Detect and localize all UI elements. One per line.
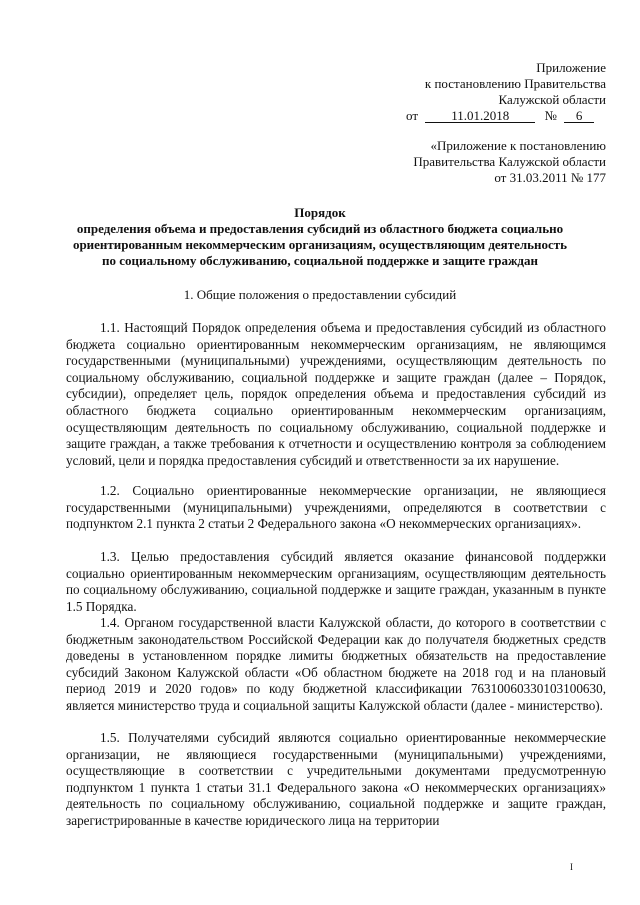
number-label: №: [544, 108, 557, 123]
doc-subtitle-3: по социальному обслуживанию, социальной поддержке и защите граждан: [102, 253, 538, 268]
quote-government: Правительства Калужской области: [413, 154, 606, 169]
doc-title: Порядок: [294, 205, 346, 220]
from-label: от: [406, 108, 419, 123]
paragraph-1-5: 1.5. Получателями субсидий являются социально ориентированные некоммерческие организации, не являющиеся государственными (муниципальными) учреждениями, осуществляющие в соответствии с учредительными документами предусмотренную подпунктом 1 пункта 1 статьи 31.1 Федерального закона «О некоммерческих организациях» деятельность по социальному обслуживанию, социальной поддержке и защите граждан, зарегистрированные в качестве юридического лица на территории: [66, 730, 606, 828]
doc-subtitle-1: определения объема и предоставления субсидий из областного бюджета социально: [76, 221, 564, 236]
paragraph-1-2: 1.2. Социально ориентированные некоммерческие организации, не являющиеся государственными (муниципальными) учреждениями, определяются в соответствии с подпунктом 2.1 пункта 2 статьи 2 Федерального закона «О некоммерческих организациях».: [66, 483, 606, 532]
section-heading: 1. Общие положения о предоставлении субсидий: [183, 287, 457, 302]
appendix-resolution: к постановлению Правительства: [424, 76, 606, 91]
appendix-date-line: [406, 108, 594, 124]
quote-appendix: «Приложение к постановлению: [430, 138, 606, 153]
doc-subtitle-2: ориентированным некоммерческим организациям, осуществляющим деятельность: [72, 237, 568, 252]
number-field: 6: [564, 110, 594, 123]
quote-date: от 31.03.2011 № 177: [494, 170, 606, 185]
paragraph-1-3: 1.3. Целью предоставления субсидий является оказание финансовой поддержки социально ориентированным некоммерческим организациям, осуществляющим деятельность по социальному обслуживанию, социальной поддержке и защите граждан, указанным в пункте 1.5 Порядка.: [66, 549, 606, 614]
paragraph-1-4: 1.4. Органом государственной власти Калужской области, до которого в соответствии с бюджетным законодательством Российской Федерации как до получателя бюджетных средств доведены в установленном порядке лимиты бюджетных обязательств на предоставление субсидий Законом Калужской области «Об областном бюджете на 2018 год и на плановый период 2019 и 2020 годов» по коду бюджетной классификации 76310060330103100630, является министерство труда и социальной защиты Калужской области (далее - министерство).: [66, 615, 606, 713]
appendix-region: Калужской области: [498, 92, 606, 107]
page-number: I: [570, 862, 573, 872]
date-field: 11.01.2018: [425, 110, 535, 123]
appendix-title: Приложение: [536, 60, 606, 75]
paragraph-1-1: 1.1. Настоящий Порядок определения объема и предоставления субсидий из областного бюджета социально ориентированным некоммерческим организациям, не являющимся государственными (муниципальными) учреждениями, осуществляющим деятельность по социальному обслуживанию, социальной поддержке и защите граждан (далее – Порядок, субсидии), определяет цель, порядок определения объема и предоставления субсидий из областного бюджета социально ориентированным некоммерческим организациям, осуществляющим деятельность по социальному обслуживанию, социальной поддержке и защите граждан, а также требования к отчетности и осуществлению контроля за соблюдением условий, цели и порядка предоставления субсидий и ответственности за их нарушение.: [66, 320, 606, 468]
